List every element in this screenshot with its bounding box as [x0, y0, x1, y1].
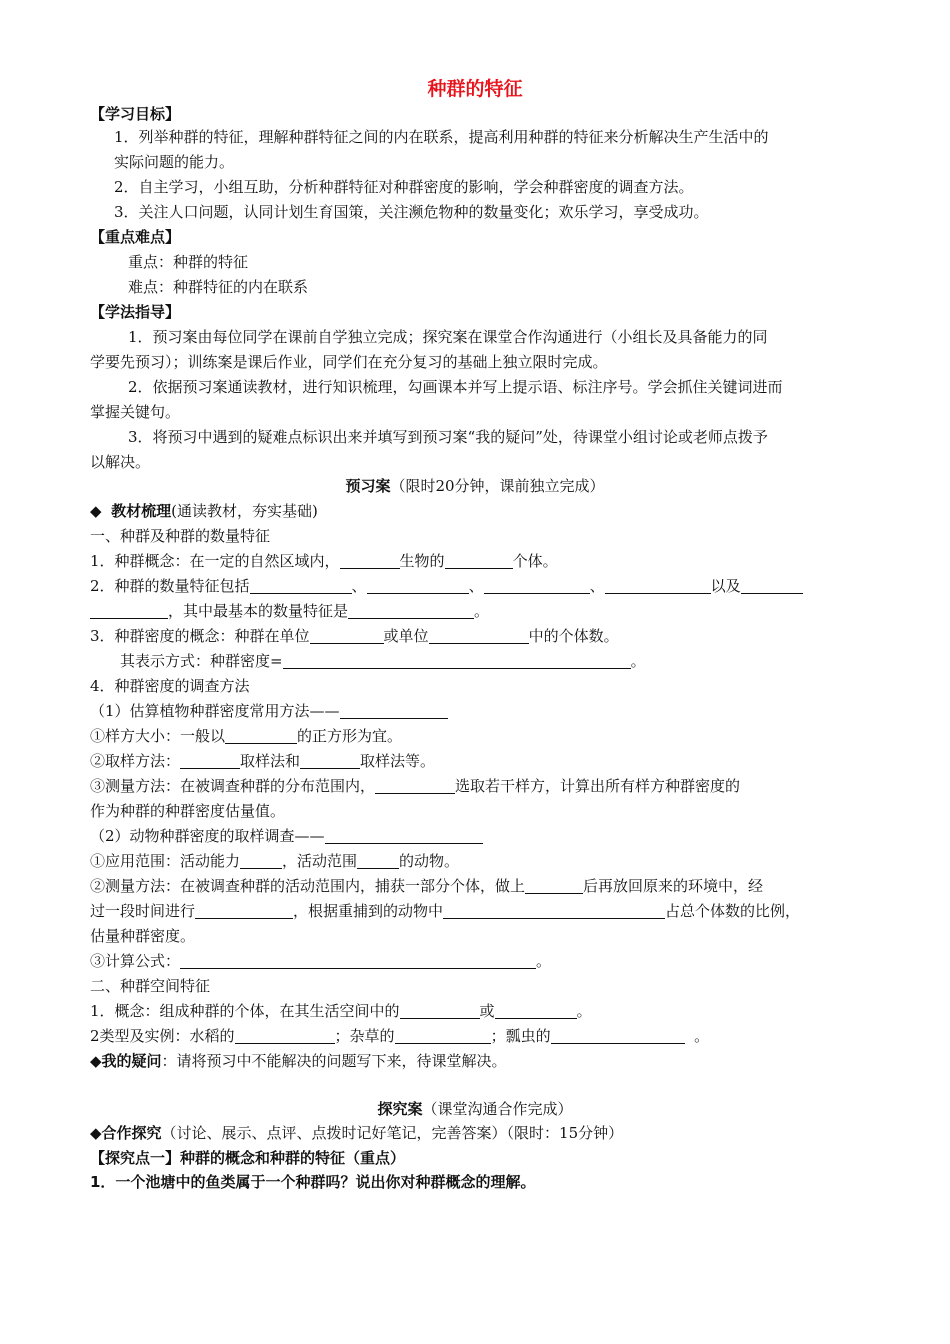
q4-1-text: （1）估算植物种群密度常用方法—— — [90, 702, 340, 720]
blank[interactable] — [180, 952, 536, 969]
my-questions — [90, 1051, 507, 1071]
spatial-q1 — [90, 1001, 592, 1021]
s2-text-c: ；瓢虫的 — [490, 1027, 551, 1045]
my-questions-label: ◆我的疑问 — [90, 1052, 162, 1070]
question-4-2-b-cont2: 估量种群密度。 — [90, 927, 196, 945]
textbook-sort-note: (通读教材，夯实基础) — [171, 502, 318, 520]
guide-line-1-cont: 学要先预习）；训练案是课后作业，同学们在充分复习的基础上独立限时完成。 — [90, 353, 608, 371]
cooperative-inquiry — [90, 1123, 623, 1143]
blank[interactable] — [283, 652, 631, 669]
q1-text-c: 个体。 — [512, 552, 558, 570]
blank[interactable] — [90, 602, 168, 619]
q4-2c-end: 。 — [536, 952, 552, 970]
q4-1b-text-a: ②取样方法： — [90, 752, 181, 770]
q2-text-a: 2．种群的数量特征包括 — [90, 577, 250, 595]
blank[interactable] — [525, 877, 583, 894]
question-4-1-c-cont: 作为种群的种群密度估量值。 — [90, 802, 286, 820]
guide-line-3-cont: 以解决。 — [90, 453, 151, 471]
q4-1c-text-b: 选取若干样方，计算出所有样方种群密度的 — [455, 777, 741, 795]
goals-item-1: 1．列举种群的特征，理解种群特征之间的内在联系，提高利用种群的特征来分析解决生产生活中的 — [114, 128, 769, 146]
goals-item-2: 2．自主学习，小组互助，分析种群特征对种群密度的影响，学会种群密度的调查方法。 — [114, 178, 694, 196]
blank[interactable] — [395, 1027, 491, 1044]
textbook-sort-line — [90, 501, 318, 521]
q4-2a-text-a: ①应用范围：活动能力 — [90, 852, 241, 870]
blank[interactable] — [340, 552, 400, 569]
preview-heading-label: 预习案 — [345, 477, 391, 495]
blank[interactable] — [235, 1027, 335, 1044]
blank[interactable] — [325, 827, 483, 844]
explore-heading-label: 探究案 — [377, 1100, 423, 1118]
guide-line-1: 1．预习案由每位同学在课前自学独立完成；探究案在课堂合作沟通进行（小组长及具备能力的同 — [128, 328, 768, 346]
question-2-cont — [90, 601, 489, 621]
question-4-2-b-cont — [90, 901, 800, 921]
blank[interactable] — [357, 852, 399, 869]
blank[interactable] — [250, 577, 352, 594]
blank[interactable] — [348, 602, 474, 619]
q2-sep: 、 — [468, 577, 484, 595]
blank[interactable] — [484, 577, 590, 594]
blank[interactable] — [225, 727, 297, 744]
s2-text-b: ；杂草的 — [334, 1027, 395, 1045]
q2-text-b: 以及 — [710, 577, 741, 595]
q3-formula-label: 其表示方式：种群密度= — [120, 652, 283, 670]
inquiry-point-1: 【探究点一】种群的概念和种群的特征（重点） — [90, 1149, 406, 1167]
explore-heading — [0, 1099, 950, 1119]
blank[interactable] — [340, 702, 448, 719]
guide-line-3: 3．将预习中遇到的疑难点标识出来并填写到预习案“我的疑问”处，待课堂小组讨论或老师点拨予 — [128, 428, 768, 446]
preview-heading — [0, 476, 950, 496]
guide-line-2-cont: 掌握关键句。 — [90, 403, 181, 421]
q2-sep: 、 — [351, 577, 367, 595]
goals-heading: 【学习目标】 — [90, 105, 181, 123]
q3-text-b: 或单位 — [383, 627, 429, 645]
cooperative-inquiry-note: （讨论、展示、点评、点拨时记好笔记，完善答案）（限时：15分钟） — [161, 1124, 624, 1142]
q3-end: 。 — [630, 652, 646, 670]
preview-heading-note: （限时20分钟，课前独立完成） — [390, 477, 605, 495]
q4-2c-text-a: ③计算公式： — [90, 952, 181, 970]
q4-2a-text-c: 的动物。 — [399, 852, 460, 870]
guide-heading: 【学法指导】 — [90, 303, 181, 321]
keys-key-point: 重点：种群的特征 — [128, 253, 249, 271]
q2-end: 。 — [474, 602, 490, 620]
blank[interactable] — [400, 1002, 480, 1019]
q4-2b-text-a: ②测量方法：在被调查种群的活动范围内，捕获一部分个体，做上 — [90, 877, 526, 895]
q4-2b-text-c: 过一段时间进行 — [90, 902, 196, 920]
question-2 — [90, 576, 803, 596]
guide-line-2: 2．依据预习案通读教材，进行知识梳理，勾画课本并写上提示语、标注序号。学会抓住关键词进而 — [128, 378, 783, 396]
question-1 — [90, 551, 558, 571]
blank[interactable] — [310, 627, 384, 644]
q1-text-a: 1．种群概念：在一定的自然区域内， — [90, 552, 340, 570]
document-title: 种群的特征 — [427, 78, 523, 100]
diamond-bullet-icon: ◆ — [90, 502, 102, 520]
question-4-2-c — [90, 951, 551, 971]
goals-item-3: 3．关注人口问题，认同计划生育国策，关注濒危物种的数量变化；欢乐学习，享受成功。 — [114, 203, 709, 221]
q4-1b-text-b: 取样法和 — [240, 752, 301, 770]
keys-heading: 【重点难点】 — [90, 228, 181, 246]
question-4-2-a — [90, 851, 459, 871]
q2-text-c: ，其中最基本的数量特征是 — [168, 602, 349, 620]
q1-text-b: 生物的 — [399, 552, 445, 570]
blank[interactable] — [195, 902, 293, 919]
cooperative-inquiry-label: ◆合作探究 — [90, 1124, 162, 1142]
s1-text-a: 1．概念：组成种群的个体，在其生活空间中的 — [90, 1002, 400, 1020]
q3-text-c: 中的个体数。 — [528, 627, 619, 645]
inquiry-question-1: 1．一个池塘中的鱼类属于一个种群吗？说出你对种群概念的理解。 — [90, 1173, 536, 1191]
blank[interactable] — [551, 1027, 685, 1044]
question-4-2-b — [90, 876, 763, 896]
question-3-formula — [120, 651, 646, 671]
s1-text-b: 或 — [479, 1002, 495, 1020]
q4-2a-text-b: ，活动范围 — [282, 852, 358, 870]
q4-2b-text-d: ，根据重捕到的动物中 — [293, 902, 444, 920]
question-4-2 — [90, 826, 483, 846]
blank[interactable] — [445, 552, 513, 569]
question-4: 4．种群密度的调查方法 — [90, 677, 250, 695]
spatial-q2 — [90, 1026, 709, 1046]
explore-heading-note: （课堂沟通合作完成） — [422, 1100, 573, 1118]
keys-difficult-point: 难点：种群特征的内在联系 — [128, 278, 309, 296]
q4-1b-text-c: 取样法等。 — [360, 752, 436, 770]
question-4-1-c — [90, 776, 740, 796]
q3-text-a: 3．种群密度的概念：种群在单位 — [90, 627, 310, 645]
blank[interactable] — [375, 777, 455, 794]
blank[interactable] — [443, 902, 665, 919]
s2-end: 。 — [694, 1027, 710, 1045]
blank[interactable] — [741, 577, 803, 594]
blank[interactable] — [300, 752, 360, 769]
part2-heading: 二、种群空间特征 — [90, 977, 211, 995]
q4-2b-text-b: 后再放回原来的环境中，经 — [583, 877, 764, 895]
blank[interactable] — [180, 752, 240, 769]
s1-end: 。 — [576, 1002, 592, 1020]
question-4-1-a — [90, 726, 402, 746]
blank[interactable] — [240, 852, 282, 869]
question-4-1 — [90, 701, 448, 721]
s2-text-a: 2类型及实例：水稻的 — [90, 1027, 235, 1045]
blank[interactable] — [367, 577, 469, 594]
q4-1c-text-a: ③测量方法：在被调查种群的分布范围内， — [90, 777, 376, 795]
q4-2-text: （2）动物种群密度的取样调查—— — [90, 827, 325, 845]
blank[interactable] — [429, 627, 529, 644]
q4-2b-text-e: 占总个体数的比例， — [665, 902, 801, 920]
q4-1a-text-a: ①样方大小：一般以 — [90, 727, 226, 745]
goals-item-1-cont: 实际问题的能力。 — [114, 153, 235, 171]
q2-sep: 、 — [589, 577, 605, 595]
blank[interactable] — [605, 577, 711, 594]
question-4-1-b — [90, 751, 435, 771]
q4-1a-text-b: 的正方形为宜。 — [297, 727, 403, 745]
my-questions-text: ：请将预习中不能解决的问题写下来，待课堂解决。 — [161, 1052, 507, 1070]
textbook-sort-label: 教材梳理 — [111, 502, 172, 520]
part1-heading: 一、种群及种群的数量特征 — [90, 527, 271, 545]
blank[interactable] — [495, 1002, 577, 1019]
question-3 — [90, 626, 619, 646]
